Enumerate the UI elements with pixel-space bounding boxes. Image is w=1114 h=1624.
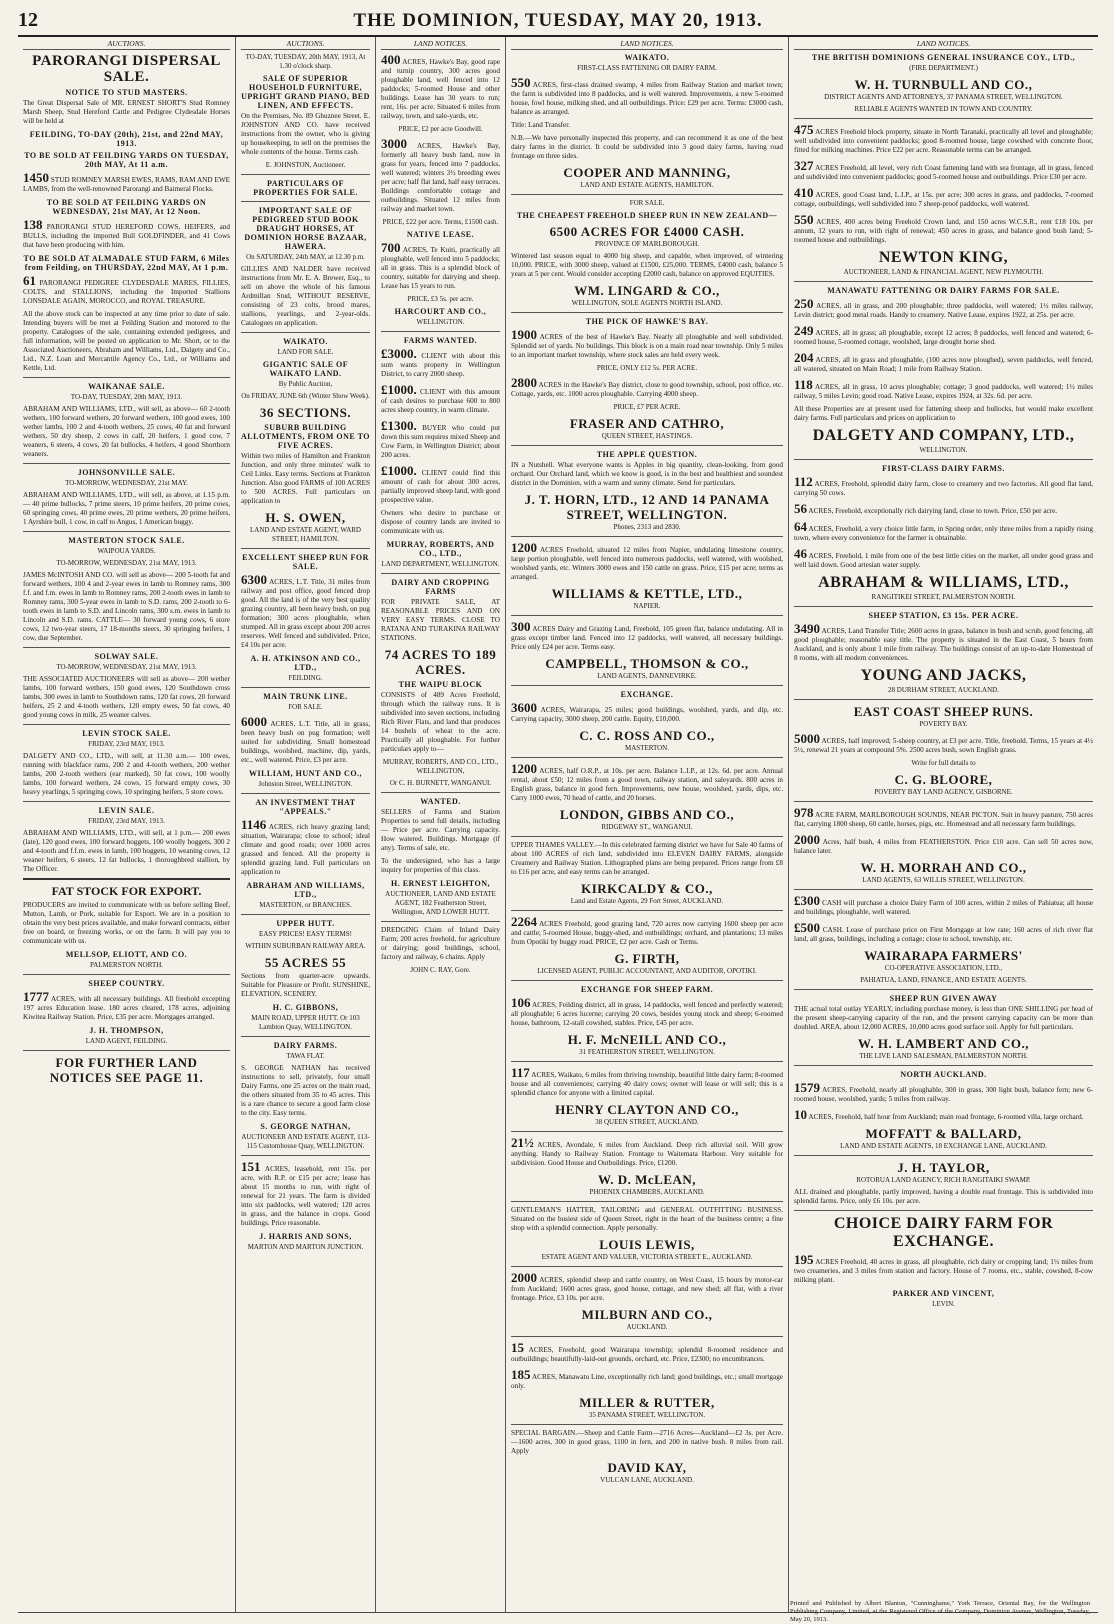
- lot-entry: 185 ACRES, Manawatu Line, exceptionally rich land; good buildings, etc.; small mortgage only.: [511, 1367, 783, 1390]
- ad-subheading: LAND FOR SALE.: [277, 348, 334, 356]
- lot-entry: 2264 ACRES Freehold, good grazing land, 720 acres now carrying 1600 sheep per acre and cattle; 5-roomed House, buggy-shed, and outbuildings; orchard, and plantations; 13 miles from Opotiki by buggy road. PRICE, £2 per acre. Cash or Terms.: [511, 914, 784, 946]
- firm-place: AUCTIONEER AND ESTATE AGENT, 113-115 Customhouse Quay, WELLINGTON.: [241, 1133, 370, 1150]
- ad-subheading: WITHIN SUBURBAN RAILWAY AREA.: [245, 942, 366, 950]
- firm-place: WELLINGTON.: [919, 446, 968, 454]
- ad-text: CONSISTS of 489 Acres Freehold, through which the railway runs. It is subdivided into seven sections, including Rich River Flats, and land that produces 14 bushels of wheat to the acre. Practically all ploughable. For further particulars apply to—: [381, 691, 500, 753]
- firm-place: DISTRICT AGENTS AND ATTORNEYS, 37 PANAMA STREET, WELLINGTON.: [824, 93, 1063, 101]
- firm-place: 28 DURHAM STREET, AUCKLAND.: [888, 686, 999, 694]
- sale-text: ABRAHAM AND WILLIAMS, LTD., will sell, as above, at 1.15 p.m.— 40 prime bullocks, 7 prime steers, 10 prime heifers, 20 prime cows, 60 springing cows, 40 prime ewes, 20 prime wethers, 20 prime heifers, 1 Ayrshire bull, 1 cow, in calf to Angus, 1 American buggy.: [23, 491, 230, 526]
- firm-name: MELLSOP, ELIOTT, AND CO.: [65, 950, 188, 959]
- sale-heading: WAIKANAE SALE.: [88, 382, 165, 391]
- ad-heading: EXCHANGE.: [620, 690, 674, 699]
- firm-place: LICENSED AGENT, PUBLIC ACCOUNTANT, AND AUDITOR, OPOTIKI.: [537, 967, 757, 975]
- ad-text: SELLERS of Farms and Station Properties to send full details, including— Price per acre. Carrying capacity. How watered. Buildings. Mortgage (if any). Terms of sale, etc.: [381, 808, 500, 852]
- firm-place: LAND AGENTS, DANNEVIRKE.: [597, 672, 697, 680]
- lot-entry: 21½ ACRES, Avondale, 6 miles from Auckland. Deep rich alluvial soil. Will grow anything. Handy to Railway Station. Frontage to Waitemata Harbour. Very suitable for subdivision. Good House and Outbuildings. Price, £1200.: [511, 1135, 783, 1167]
- sale-heading: SALE OF SUPERIOR HOUSEHOLD FURNITURE, UPRIGHT GRAND PIANO, BED LINEN, AND EFFECTS.: [241, 74, 370, 110]
- lot-entry: 700 ACRES, Te Kuiti, practically all ploughable, well fenced into 5 paddocks; all in grass. This is a splendid block of country, suitable for dairying and sheep. Lease has 15 years to run.: [381, 240, 500, 290]
- firm-name: LONDON, GIBBS AND CO.,: [559, 807, 735, 822]
- firm-place: LAND AND ESTATE AGENT, WARD STREET, HAMILTON.: [250, 526, 361, 543]
- ad-heading: THE CHEAPEST FREEHOLD SHEEP RUN IN NEW ZEALAND—: [516, 211, 778, 220]
- lot-entry: 204 ACRES, all in grass and ploughable, (100 acres now ploughed), seven paddocks, well fenced, all watered, situated on Main Road; 1 mile from Railway Station.: [794, 350, 1093, 373]
- ad-text: Owners who desire to purchase or dispose of country lands are invited to communicate with us.: [381, 509, 500, 535]
- notice-heading: NOTICE TO STUD MASTERS.: [65, 88, 188, 97]
- ad-subheading: EASY PRICES! EASY TERMS!: [259, 930, 352, 938]
- sale-date: FRIDAY, 23rd MAY, 1913.: [88, 740, 165, 748]
- ad-text: Within two miles of Hamilton and Frankton Junction, and only three minutes' walk to Ceil Links. Easy terms. Sections at Frankton Junction. Also good FARMS of 100 ACRES to 500 ACRES. Full particulars on application to: [241, 452, 370, 505]
- lot-entry: 327 ACRES Freehold, all level, very rich Coast fattening land with sea frontage, all in grass, fenced and subdivided into convenient paddocks; good 5-roomed house and outbuildings. Price £30 per acre.: [794, 158, 1093, 181]
- lot-entry: 15 ACRES, Freehold, good Wairarapa township; splendid 8-roomed residence and outbuildings; beautifully-laid-out grounds, orchard, etc. Price, £2300; no encumbrances.: [511, 1340, 783, 1363]
- sale-date: TO-DAY, TUESDAY, 20th MAY, 1913, At 1.30 o'clock sharp.: [245, 53, 366, 70]
- ad-heading: FARMS WANTED.: [403, 336, 478, 345]
- column-3: [376, 37, 506, 1612]
- firm-place: LAND DEPARTMENT, WELLINGTON.: [381, 560, 500, 568]
- sale-text: DALGETY AND CO., LTD., will sell, at 11.30 a.m.— 100 ewes, running with blackface rams, 200 2 and 4-tooth wethers, 200 wether lambs, 200 2-tooth wethers (ear marked), 50 fat cows, 100 woolly lambs, 100 forward wethers, 24 cows, 15 forward empty cows, 30 heavy yearlings, 5 springing cows, 10 springing heifers, 5 store cows.: [23, 752, 230, 796]
- ad-text: To the undersigned, who has a large inquiry for properties of this class.: [381, 857, 500, 874]
- lot-entry: 978 ACRE FARM, MARLBOROUGH SOUNDS, NEAR PICTON. Suit in heavy pasture, 750 acres flat, carrying 1800 sheep, 60 cattle, horses, pigs, etc. Homestead and all necessary farm buildings.: [794, 805, 1093, 828]
- price: PRICE, £3 5s. per acre.: [407, 295, 474, 303]
- column-2: [236, 37, 376, 1612]
- firm-place: AUCKLAND.: [626, 1323, 668, 1331]
- firm-place: QUEEN STREET, HASTINGS.: [601, 432, 693, 440]
- ad-heading: NATIVE LEASE.: [406, 230, 475, 239]
- lot-entry: 6000 ACRES, L.T. Title, all in grass, been heavy bush on pug formation; well suited for subdividing. Small homestead buildings, woolshed, machine, dip, yards, etc., well watered. Price, £3 per acre.: [241, 714, 370, 764]
- firm-name: J. H. TAYLOR,: [897, 1160, 990, 1175]
- firm-name: J. T. HORN, LTD., 12 AND 14 PANAMA STREET, WELLINGTON.: [524, 492, 770, 522]
- lot-entry: 1777 ACRES, with all necessary buildings. All freehold excepting 197 acres Education lease. 180 acres cleared, 178 acres, adjoining Kiwitea Railway Station. Price, £35 per acre. Mortgages arranged.: [23, 989, 230, 1021]
- ad-heading: THE WAIPU BLOCK: [398, 680, 483, 689]
- lot-entry: 550 ACRES, first-class drained swamp, 4 miles from Railway Station and market town; the farm is subdivided into 8 paddocks, and is well watered. Improvements, a new 5-roomed house, fowl house, milking shed, and all outbuildings. Price: £29 per acre. Terms: £3000 cash, balance as arranged.: [511, 75, 783, 116]
- firm-name: MURRAY, ROBERTS, AND CO., LTD.,: [386, 540, 495, 558]
- lot-entry: 1200 ACRES Freehold, situated 12 miles from Napier, undulating limestone country, large portion ploughable, well fenced into numerous paddocks, well watered, with woolshed, woolshed yards, etc. Winters 3000 ewes and 150 cattle on grass. Price, £15 per acre; terms as arranged.: [511, 540, 783, 581]
- lot-entry: 400 ACRES, Hawke's Bay, good rape and turnip country, 300 acres good ploughable land, well fenced into 12 paddocks; 5-roomed House and other buildings. Lease has 30 years to run; rent, 16s. per acre. Situated 6 miles from railway, town, and sale-yards, etc.: [381, 52, 501, 120]
- wanted-entry: £1300. BUYER who could put down this sum requires mixed Sheep and Cow Farm, in Wellington District; about 200 acres.: [381, 418, 501, 459]
- lot-entry: 410 ACRES, good Coast land, L.I.P., at 15s. per acre; 300 acres in grass, and paddocks, 7-roomed cottage, outbuildings, well subdivided into 7 sheep-proof paddocks, well watered.: [794, 185, 1093, 208]
- lot-entry: 5000 ACRES, half improved; 5-sheep country, at £3 per acre. Title, freehold. Terms, 15 years at 4½ 5½, renewal 21 years at compound 5%. 2500 acres bush, sown English grass.: [794, 731, 1093, 754]
- firm-name: E. JOHNSTON, Auctioneer.: [265, 161, 346, 169]
- firm-place: 35 PANAMA STREET, WELLINGTON.: [588, 1411, 706, 1419]
- ad-heading: SUBURB BUILDING ALLOTMENTS, FROM ONE TO FIVE ACRES.: [241, 423, 370, 450]
- firm-name: J. H. THOMPSON,: [89, 1026, 164, 1035]
- sale-place: FEILDING, TO-DAY (20th), 21st, and 22nd MAY, 1913.: [29, 130, 224, 148]
- sale-closing-text: All the above stock can be inspected at any time prior to date of sale. Intending buyers will be met at Feilding Station and motored to the property. Catalogues of the sale, containing extended pedigrees, and full information, will be posted on application to Mr. Short, or to the Associated Auctioneers, Abraham and Williams, Ltd., Dalgety and Co., Ltd., N.Z. Loan and Mercantile Agency Co., Ltd., or Williams and Kettle, Ltd.: [23, 310, 230, 372]
- ad-text: ALL drained and ploughable, partly improved, having a double road frontage. This is subdivided into splendid farms. Price, only £6 10s. per acre.: [794, 1188, 1093, 1205]
- ad-heading: IMPORTANT SALE OF PEDIGREED STUD BOOK DRAUGHT HORSES, AT DOMINION HORSE BAZAAR, HAWERA.: [244, 206, 367, 251]
- firm-name: YOUNG AND JACKS,: [860, 667, 1027, 684]
- sale-date: On FRIDAY, JUNE 6th (Winter Show Week).: [241, 392, 370, 400]
- lot-entry: 106 ACRES, Feilding district, all in grass, 14 paddocks, well fenced and perfectly watered; all ploughable; 6 acres lucerne; carrying 20 cows, besides young stock and sheep; 6-roomed house, bathroom, 12-stall cowshed, stables. Price, £45 per acre.: [511, 995, 783, 1027]
- firm-name: WILLIAMS & KETTLE, LTD.,: [551, 586, 743, 601]
- ad-heading: DAIRY AND CROPPING FARMS: [391, 578, 490, 596]
- lot-entry: 249 ACRES, all in grass; all ploughable, except 12 acres; 8 paddocks, well fenced and watered; 6-roomed house, 5-roomed cottage, woolshed, large drought horse shed.: [794, 323, 1093, 346]
- firm-name: W. H. MORRAH AND CO.,: [860, 860, 1027, 875]
- lot-entry: 1579 ACRES, Freehold, nearly all ploughable, 300 in grass, 300 light bush, balance fern; new 6-roomed house, woolshed, yards; 5 miles from railway.: [794, 1080, 1094, 1103]
- firm-name: COOPER AND MANNING,: [563, 165, 731, 180]
- firm-name: WM. LINGARD & CO.,: [574, 283, 720, 298]
- ad-heading: MAIN TRUNK LINE.: [263, 692, 348, 701]
- ad-text: GENTLEMAN'S HATTER, TAILORING and GENERAL OUTFITTING BUSINESS. Situated on the busiest side of Queen Street, right in the heart of the business centre; a fine shop with a splendid connection. Apply personally.: [511, 1206, 783, 1232]
- firm-name: MURRAY, ROBERTS, AND CO., LTD., WELLINGTON,: [382, 758, 499, 775]
- ad-text: S. GEORGE NATHAN has received instructions to sell, privately, four small Dairy Farms, one 25 acres on the main road, the others situated from 35 to 45 acres. This is a rare chance to secure a good farm close to the city. Easy terms.: [241, 1064, 370, 1117]
- firm-place: THE LIVE LAND SALESMAN, PALMERSTON NORTH.: [859, 1052, 1028, 1060]
- firm-name: MILBURN AND CO.,: [581, 1307, 713, 1322]
- lot-entry: 3490 ACRES, Land Transfer Title; 2600 acres in grass, balance in bush and scrub, good fencing, all good ploughable; reasonable easy title. The property is situated in the East Coast, 5 hours from Auckland, and is only about 1 mile from railway. The buildings consist of an up-to-date Homestead of 8 rooms, with all modern conveniences.: [794, 621, 1094, 662]
- firm-subname: CO-OPERATIVE ASSOCIATION, LTD.,: [884, 964, 1003, 972]
- ad-heading: THE APPLE QUESTION.: [596, 450, 698, 459]
- firm-name: S. GEORGE NATHAN,: [260, 1122, 351, 1131]
- firm-name: H. F. McNEILL AND CO.,: [567, 1032, 727, 1047]
- lot-entry: 300 ACRES Dairy and Grazing Land, Freehold, 105 green flat, balance undulating. All in grass except timber land. Fenced into 12 paddocks, well watered, all necessary buildings. Price only £24 per acre. Terms easy.: [511, 619, 784, 651]
- ad-heading: GIGANTIC SALE OF WAIKATO LAND.: [262, 360, 349, 378]
- firm-place: WELLINGTON, SOLE AGENTS NORTH ISLAND.: [571, 299, 723, 307]
- columns: [18, 37, 1098, 1613]
- sale-date: TO-MORROW, WEDNESDAY, 21st MAY, 1913.: [56, 559, 197, 567]
- ad-text: All these Properties are at present used for fattening sheep and bullocks, but would make excellent dairy farms. Full particulars and prices on application to: [794, 405, 1093, 422]
- ad-heading: MANAWATU FATTENING OR DAIRY FARMS FOR SALE.: [827, 286, 1060, 295]
- imprint-footer: Printed and Published by Albert Blanton, "Cunninghame," York Terrace, Oriental Bay, for the Wellington Publishing Company, Limited, at the Registered Office of the Company, Dominion Avenue, Wellington, Tuesday, May 20, 1913.: [790, 1600, 1090, 1623]
- firm-name: FRASER AND CATHRO,: [569, 416, 725, 431]
- firm-place: RANGITIKEI STREET, PALMERSTON NORTH.: [871, 593, 1016, 601]
- firm-name: CAMPBELL, THOMSON & CO.,: [545, 656, 749, 671]
- firm-place: 31 FEATHERSTON STREET, WELLINGTON.: [579, 1048, 715, 1056]
- ad-subheading: PROVINCE OF MARLBOROUGH.: [594, 240, 700, 248]
- sale-line: TO BE SOLD AT FEILDING YARDS ON WEDNESDAY, 21st MAY, At 12 Noon.: [46, 198, 207, 216]
- lot-entry: 2000 Acres, half bush, 4 miles from FEATHERSTON. Price £10 acre. Can sell 50 acres now, balance later.: [794, 832, 1093, 855]
- column-1: [18, 37, 236, 1612]
- lot-entry: 117 ACRES, Waikato, 6 miles from thriving township, beautiful little dairy farm; 8-roomed house and all conveniences; carrying 40 dairy cows; owner will lease or will sell; this is a splendid chance for anyone with a limited capital.: [511, 1065, 783, 1097]
- firm-name: NEWTON KING,: [878, 249, 1009, 266]
- price: PRICE, ONLY £12 5s. PER ACRE.: [596, 364, 698, 372]
- ad-heading: FIRST-CLASS DAIRY FARMS.: [882, 464, 1005, 473]
- sale-text: THE ASSOCIATED AUCTIONEERS will sell as above— 200 wether lambs, 100 forward wethers, 150 good ewes, 120 Southdown cross lambs, 300 ewes in lamb to Southdown rams, 120 fat cows, 20 forward heifers, 25 2 and 4-tooth wethers, 120 empty ewes, 50 fat cows, 40 good young cows in milk, 25 weaner calves.: [23, 675, 230, 719]
- ad-text: DREDGING Claim of Inland Dairy Farm; 200 acres freehold, for agriculture or dairying; good buildings, school, factory and railway, 6 chains. Apply: [381, 926, 500, 961]
- lot-entry: 3000 ACRES, Hawke's Bay, formerly all heavy bush land, now in grass for years, fenced into 7 paddocks, well watered; winters 3½ breeding ewes per acre; half flat land, half easy terraces. Buildings comfortable cottage and outbuildings. Situated 12 miles from railway and market town.: [381, 136, 500, 213]
- section-heading: AUCTIONS.: [23, 39, 230, 50]
- firm-name: W. D. McLEAN,: [597, 1172, 697, 1187]
- price: PRICE, £22 per acre. Terms, £1500 cash.: [382, 218, 499, 226]
- firm-name: H. ERNEST LEIGHTON,: [390, 879, 490, 888]
- wanted-entry: £1000. CLIENT with this amount of cash desires to purchase 600 to 800 acres sheep country, in warm climate.: [381, 382, 500, 414]
- price: PRICE, £7 PER ACRE.: [613, 403, 681, 411]
- ad-text: IN a Nutshell. What everyone wants is Apples in big quantity, clean-looking, from good orchard. Our Orchard land, which we know is good, is in the best and healthiest and soundest district in the Dominion, with a warm and sunny climate. Send for particulars.: [511, 461, 783, 487]
- firm-place: VULCAN LANE, AUCKLAND.: [600, 1476, 694, 1484]
- column-4: [506, 37, 789, 1612]
- firm-name: H. S. OWEN,: [265, 510, 346, 525]
- ad-text: UPPER THAMES VALLEY.—In this celebrated farming district we have for Sale 40 farms of about 100 ACRES of rich land, subdivided into ELEVEN DAIRY FARMS, alongside Creamery and Railway Station. Lithographed plans are being prepared. Prices range from £8 to £16 per acre, and easy terms can be arranged.: [511, 841, 783, 876]
- lot-entry: 2800 ACRES in the Hawke's Bay district, close to good township, school, post office, etc. Cottage, yards, etc. 1000 acres ploughable. Carrying 4000 sheep.: [511, 375, 783, 398]
- ad-subheading: By Public Auction,: [278, 380, 333, 388]
- acres-banner: 6500 ACRES FOR £4000 CASH.: [549, 224, 745, 239]
- lot-entry: 475 ACRES Freehold block property, situate in North Taranaki, practically all level and ploughable; well subdivided into convenient paddocks; good 8-roomed house, large cowshed with concrete floor, fitted for milking machines. Price £22 per acre. Reasonable terms can be arranged.: [794, 122, 1094, 154]
- firm-name: DALGETY AND COMPANY, LTD.,: [812, 427, 1075, 444]
- ad-heading: THE BRITISH DOMINIONS GENERAL INSURANCE COY., LTD.,: [811, 53, 1076, 62]
- ad-heading: SHEEP STATION, £3 15s. PER ACRE.: [868, 611, 1019, 620]
- newspaper-title: THE DOMINION, TUESDAY, MAY 20, 1913.: [353, 10, 763, 31]
- ad-heading: DAIRY FARMS.: [273, 1041, 338, 1050]
- firm-place: AUCTIONEER, LAND AND ESTATE AGENT, 182 Featherston Street, Wellington, AND LOWER HUTT.: [385, 890, 496, 916]
- firm-place: Land and Estate Agents, 29 Fort Street, AUCKLAND.: [570, 897, 724, 905]
- firm-name: J. HARRIS AND SONS,: [259, 1232, 352, 1241]
- firm-name: HENRY CLAYTON AND CO.,: [555, 1102, 739, 1117]
- ad-text: Sections from quarter-acre upwards. Suitable for Pleasure or Profit. SUNSHINE, ELEVATION, SCENERY.: [241, 972, 370, 998]
- page-number: 12: [18, 9, 38, 31]
- firm-place: LAND AND ESTATE AGENTS, 18 EXCHANGE LANE, AUCKLAND.: [840, 1142, 1047, 1150]
- ad-heading: NORTH AUCKLAND.: [900, 1070, 987, 1079]
- sections-count: 36 SECTIONS.: [259, 405, 352, 420]
- ad-heading: CHOICE DAIRY FARM FOR EXCHANGE.: [833, 1215, 1054, 1250]
- ad-text: FOR PRIVATE SALE, AT REASONABLE PRICES AND ON VERY EASY TERMS. CLOSE TO RATANA AND TURAKINA RAILWAY STATIONS.: [381, 598, 500, 642]
- ad-note: RELIABLE AGENTS WANTED IN TOWN AND COUNTRY.: [854, 105, 1033, 113]
- sale-line: TO BE SOLD AT FEILDING YARDS ON TUESDAY, 20th MAY, At 11 a.m.: [24, 151, 229, 169]
- firm-place: FEILDING.: [288, 674, 323, 682]
- masthead: [18, 8, 1098, 37]
- firm-name: HARCOURT AND CO.,: [394, 307, 487, 316]
- lot-entry: 112 ACRES, Freehold, splendid dairy farm, close to creamery and two factories. All good flat land, carrying 50 cows.: [794, 474, 1093, 497]
- firm-name: H. C. GIBBONS,: [272, 1003, 339, 1012]
- firm-name: W. H. LAMBERT AND CO.,: [858, 1036, 1029, 1051]
- lot-entry: 46 ACRES, Freehold, 1 mile from one of the best little cities on the market, all under good grass and well laid down. Good artesian water supply.: [794, 546, 1094, 569]
- firm-place: LAND AGENTS, 63 WILLIS STREET, WELLINGTON.: [862, 876, 1025, 884]
- sale-text: On the Premises, No. 89 Ghuznee Street. E. JOHNSTON AND CO. have received instructions from the owner, who is giving up housekeeping, to sell on the premises the whole contents of the house. Terms cash.: [241, 112, 370, 156]
- ad-heading: THE PICK OF HAWKE'S BAY.: [585, 317, 709, 326]
- firm-place: Johnston Street, WELLINGTON.: [258, 780, 353, 788]
- title-line: Title: Land Transfer.: [511, 121, 571, 129]
- acres-banner: 55 ACRES 55: [264, 955, 347, 970]
- sale-text: ABRAHAM AND WILLIAMS, LTD., will sell, at 1 p.m.— 200 ewes (late), 120 good ewes, 100 forward hoggets, 100 woolly hoggets, 300 2 and 4-tooth and f.f.m. ewes in lamb, 100 hoggets, 10 weaning cows, 12 weaner heifers, 6 steers, 12 fat bullocks, 1 thoroughbred stallion, by The Officer.: [23, 829, 230, 873]
- lot-entry: £300 CASH will purchase a choice Dairy Farm of 100 acres, within 2 miles of Pahiatua; all house and buildings, ploughable, well watered.: [794, 893, 1093, 916]
- sale-date: TO-MORROW, WEDNESDAY, 21st MAY, 1913.: [56, 663, 197, 671]
- ad-heading: EXCHANGE FOR SHEEP FARM.: [580, 985, 714, 994]
- lot-entry: 61 PARORANGI PEDIGREE CLYDESDALE MARES, FILLIES, COLTS, and STALLIONS, including the Imported Stallions LONSDALE AGAIN, MOROCCO, and ROYAL TREASURE.: [23, 273, 231, 305]
- lot-entry: 195 ACRES Freehold, 40 acres in grass, all ploughable, rich dairy or cropping land; 1½ miles from two creameries, and 3 miles from station and factory. House of 7 rooms, etc., stable, cowshed, 8-cow milking plant.: [794, 1252, 1093, 1284]
- firm-name: LOUIS LEWIS,: [599, 1237, 695, 1252]
- firm-place: WELLINGTON.: [416, 318, 465, 326]
- ad-subheading: FOR SALE.: [288, 703, 323, 711]
- firm-name: MOFFATT & BALLARD,: [865, 1126, 1022, 1141]
- wanted-entry: £1000. CLIENT could find this amount of cash for about 300 acres, partially improved sheep land, with good prospective value.: [381, 463, 501, 504]
- lot-entry: 1450 STUD ROMNEY MARSH EWES, RAMS, RAM AND EWE LAMBS, from the well-renowned Parorangi and Baimeral Flocks.: [23, 170, 231, 193]
- firm-place: LEVIN.: [932, 1300, 955, 1308]
- firm-place: 38 QUEEN STREET, AUCKLAND.: [595, 1118, 699, 1126]
- sale-date: TO-DAY, TUESDAY, 20th MAY, 1913.: [70, 393, 183, 401]
- ad-text: PRODUCERS are invited to communicate with us before selling Beef, Mutton, Lamb, or Pork, suitable for Export. We are in a position to obtain the very best prices available, and make forward contracts, either free on board, or freezing works, or on the farm. It will pay you to communicate with us.: [23, 901, 230, 945]
- sale-date: FRIDAY, 23rd MAY, 1913.: [88, 817, 165, 825]
- firm-name: ABRAHAM & WILLIAMS, LTD.,: [818, 574, 1069, 591]
- ad-heading: FAT STOCK FOR EXPORT.: [51, 884, 202, 898]
- ad-heading: WANTED.: [420, 797, 461, 806]
- ad-subheading: POVERTY BAY.: [919, 720, 968, 728]
- ad-subheading: FIRST-CLASS FATTENING OR DAIRY FARM.: [577, 64, 717, 72]
- firm-place: PHOENIX CHAMBERS, AUCKLAND.: [589, 1188, 705, 1196]
- firm-name: C. G. BLOORE,: [894, 772, 993, 787]
- ad-text: Wintered last season equal to 4000 big sheep, and capable, when improved, of wintering 10,000. PRICE, with 3000 sheep, valued at £1500, £25,000. TERMS, £4000 cash, balance 5 years at 5 per cent. Would consider accepting £2000 cash, balance on approved EQUITIES.: [511, 252, 783, 278]
- firm-place: POVERTY BAY LAND AGENCY, GISBORNE.: [874, 788, 1013, 796]
- firm-place: ESTATE AGENT AND VALUER, VICTORIA STREET E., AUCKLAND.: [541, 1253, 753, 1261]
- ad-note: Write for full details to: [911, 759, 976, 767]
- firm-name: W. H. TURNBULL AND CO.,: [854, 77, 1033, 92]
- lot-entry: 118 ACRES, all in grass, 10 acres ploughable; cottage; 3 good paddocks, well watered; 1½ miles railway, 5 miles Levin; good road. Native Lease, expires 1924, at 32s. 6d. per acre.: [794, 377, 1093, 400]
- sale-date: TO-MORROW, WEDNESDAY, 21st MAY.: [65, 479, 188, 487]
- firm-place: RIDGEWAY ST., WANGANUI.: [601, 823, 693, 831]
- lot-entry: 56 ACRES, Freehold, exceptionally rich dairying land, close to town. Price, £50 per acre.: [794, 501, 1058, 516]
- sale-heading: SOLWAY SALE.: [94, 652, 159, 661]
- wanted-entry: £3000. CLIENT with about this sum wants property in Wellington District, to carry 2000 sheep.: [381, 346, 500, 378]
- firm-name: C. C. ROSS AND CO.,: [579, 728, 715, 743]
- lot-entry: 1900 ACRES of the best of Hawke's Bay. Nearly all ploughable and well subdivided. Splendid set of yards. No buildings. This block is on a main road near township. Only 5 miles to an important market township, where stock sales are held every week.: [511, 327, 783, 359]
- firm-name: Or C. H. BURNETT, WANGANUI.: [389, 779, 492, 787]
- ad-heading: EAST COAST SHEEP RUNS.: [853, 704, 1034, 719]
- lot-entry: 1146 ACRES, rich heavy grazing land; situation, Wairarapa; close to school; ideal climate and good roads; over 1000 acres grassed and fenced. All the property is splendid grazing land. Full particulars on application to: [241, 817, 370, 876]
- lot-entry: 10 ACRES, Freehold, half hour from Auckland; main road frontage, 6-roomed villa, large orchard.: [794, 1107, 1084, 1122]
- headline: PARORANGI DISPERSAL SALE.: [32, 53, 221, 85]
- firm-place: NAPIER.: [633, 602, 661, 610]
- firm-name: WILLIAM, HUNT AND CO.,: [248, 769, 363, 778]
- lot-entry: 250 ACRES, all in grass, and 200 ploughable; three paddocks, well watered; 1½ miles railway, Levin district; good metal roads. Handy to creamery. Native Lease, expires 1922, at 25s. per acre.: [794, 296, 1093, 319]
- firm-place: PAHIATUA, LAND, FINANCE, AND ESTATE AGENTS.: [860, 976, 1027, 984]
- ad-subheading: TAWA FLAT.: [286, 1052, 325, 1060]
- sale-heading: LEVIN SALE.: [98, 806, 155, 815]
- sale-heading: MASTERTON STOCK SALE.: [68, 536, 185, 545]
- sale-text: JAMES McINTOSH AND CO. will sell as above— 200 5-tooth fat and forward wethers, 100 4 and 2-year ewes in lamb to Romney rams, 300 f.f. and f.m. ewes in lamb to Romney rams, 200 2-tooth ewes in lamb to Romney rams, 300 5-year ewes in lamb to S.D. rams, 200 2-tooth to 6-tooth ewes in lamb to S.D. and Lincoln rams, 300 s.m. ewes in lamb to Lincoln and S.D. rams. CATTLE— 30 forward young cows, 6 store cows, 12 two-year steers, 17 18-months steers, 30 springing heifers, 1 cow, due September.: [23, 571, 231, 642]
- firm-name: MILLER & RUTTER,: [579, 1395, 715, 1410]
- section-heading: LAND NOTICES.: [381, 39, 500, 50]
- firm-place: MASTERTON, or BRANCHES.: [259, 901, 352, 909]
- firm-name: ABRAHAM AND WILLIAMS, LTD.,: [246, 881, 365, 899]
- ad-heading: AN INVESTMENT THAT "APPEALS.": [255, 798, 356, 816]
- column-5: [789, 37, 1098, 1612]
- lot-entry: 550 ACRES, 400 acres being Freehold Crown land, and 150 acres W.C.S.R., rent £18 10s. per annum, 12 years to run, with right of renewal; 450 acres in grass, and balance good bush land; 5-roomed house and outbuildings.: [794, 212, 1093, 244]
- sale-heading: JOHNSONVILLE SALE.: [77, 468, 176, 477]
- ad-heading: WAIKATO.: [624, 53, 670, 62]
- notice-text: The Great Dispersal Sale of MR. ERNEST SHORT'S Stud Romney Marsh Sheep, Stud Hereford Cattle and Pedigree Clydesdale Horses will be held at: [23, 99, 230, 125]
- firm-place: PALMERSTON NORTH.: [89, 961, 164, 969]
- firm-name: JOHN C. RAY, Gore.: [410, 966, 471, 974]
- ad-heading: EXCELLENT SHEEP RUN FOR SALE.: [242, 553, 369, 571]
- section-heading: AUCTIONS.: [241, 39, 370, 50]
- firm-phone: Phones, 2313 and 2830.: [613, 523, 681, 531]
- ad-heading: SHEEP COUNTRY.: [88, 979, 165, 988]
- lot-entry: 151 ACRES, leasehold, rent 15s. per acre, with R.P. or £15 per acre; lease has about 15 months to run, with right of renewal for 21 years. The farm is divided into six paddocks, well watered; 120 acres in grass, and the balance in crops. Good buildings. Price reasonable.: [241, 1159, 370, 1227]
- sale-date: On SATURDAY, 24th MAY, at 12.30 p.m.: [246, 253, 365, 261]
- ad-subheading: (FIRE DEPARTMENT.): [909, 64, 978, 72]
- lot-entry: 64 ACRES, Freehold, a very choice little farm, in Spring order, only three miles from a rapidly rising town, where every convenience for the farmer is obtainable.: [794, 519, 1093, 542]
- sale-text: ABRAHAM AND WILLIAMS, LTD., will sell, as above— 60 2-tooth wethers, 100 forward wethers, 20 forward wethers, 100 good ewes, 100 wether lambs, 100 2 and 4-tooth wethers, 25 cows, 40 fat and forward wethers, 50 dry sheep, 2 cows in calf, 20 heifers, 1 good cow, 7 weaners, 6 steers, 4 cows, 20 fat bullocks, 4 heifers, 4 good Shorthorn weaners.: [23, 405, 230, 458]
- acres-banner: 74 ACRES TO 189 ACRES.: [384, 647, 497, 677]
- lot-entry: 138 PARORANGI STUD HEREFORD COWS, HEIFERS, and BULLS, including the imported Bull GOLDFINDER, and 41 Cows that have been producing with him.: [23, 217, 231, 249]
- lot-entry: 2000 ACRES, splendid sheep and cattle country, on West Coast, 15 hours by motor-car from Auckland; 1600 acres grass, good house, cottage, and new shed; all flat, with a river frontage. Price, £3 10s. per acre.: [511, 1270, 783, 1302]
- ad-heading: UPPER HUTT.: [276, 919, 335, 928]
- firm-place: MAIN ROAD, UPPER HUTT. Or 103 Lambton Quay, WELLINGTON.: [251, 1014, 360, 1031]
- firm-name: WAIRARAPA FARMERS': [864, 948, 1023, 963]
- ad-heading: WAIKATO.: [283, 337, 328, 346]
- ad-text: N.B.—We have personally inspected this property, and can recommend it as one of the best dairy farms in the district. It could be subdivided into 3 good dairy farms, having road frontage on three sides.: [511, 134, 783, 160]
- price: PRICE, £2 per acre Goodwill.: [398, 125, 483, 133]
- ad-subheading: FOR SALE.: [629, 199, 665, 207]
- lot-entry: 3600 ACRES, Wairarapa, 25 miles; good buildings, woolshed, yards, and dip, etc. Carrying capacity, 3000 sheep, 200 cattle. Equity, £10,000.: [511, 700, 784, 723]
- firm-place: MARTON AND MARTON JUNCTION.: [247, 1243, 364, 1251]
- firm-place: MASTERTON.: [625, 744, 669, 752]
- firm-place: ROTORUA LAND AGENCY, RICH RANGITAIKI SWAMP.: [856, 1176, 1031, 1184]
- ad-text: GILLIES AND NALDER have received instructions from Mr. E. A. Brewer, Esq., to sell on above the whole of his famous Ardmillan Stud, WITHOUT RESERVE, consisting of 23 colts, brood mares, stallions, yearlings, and 2-year-olds. Catalogues on application.: [241, 265, 370, 327]
- firm-name: KIRKCALDY & CO.,: [581, 881, 713, 896]
- sale-line: TO BE SOLD AT ALMADALE STUD FARM, 6 Miles from Feilding, on THURSDAY, 22nd MAY, At 1 p.m.: [23, 254, 230, 272]
- section-heading: LAND NOTICES.: [794, 39, 1093, 50]
- firm-place: LAND AGENT, FEILDING.: [85, 1037, 168, 1045]
- lot-entry: £500 CASH. Lease of purchase price on First Mortgage at low rate; 160 acres of rich river flat land, all grass, buildings, including a cottage; close to school, township, etc.: [794, 920, 1093, 943]
- ad-text: SPECIAL BARGAIN.—Sheep and Cattle Farm—2716 Acres—Auckland—£2 3s. per Acre.—1600 acres, 300 in good grass, 1100 in fern, and 200 in native bush. 8 miles from rail. Apply: [511, 1429, 783, 1455]
- firm-name: DAVID KAY,: [607, 1460, 687, 1475]
- firm-name: A. H. ATKINSON AND CO., LTD.,: [250, 654, 361, 672]
- firm-name: G. FIRTH,: [614, 951, 680, 966]
- ad-heading: SHEEP RUN GIVEN AWAY: [889, 994, 998, 1003]
- firm-name: PARKER AND VINCENT,: [892, 1289, 995, 1298]
- firm-place: LAND AND ESTATE AGENTS, HAMILTON.: [580, 181, 714, 189]
- firm-place: AUCTIONEER, LAND & FINANCIAL AGENT, NEW PLYMOUTH.: [843, 268, 1044, 276]
- section-heading: LAND NOTICES.: [511, 39, 783, 50]
- sale-heading: LEVIN STOCK SALE.: [82, 729, 171, 738]
- further-notice: FOR FURTHER LAND NOTICES SEE PAGE 11.: [49, 1055, 204, 1085]
- lot-entry: 6300 ACRES, L.T. Title, 31 miles from railway and post office, good fenced drop good. All the land is of the very best quality grazing country, all been heavy bush, on pug formation; 300 acres ploughable, when stumped. All in grass except about 200 acres reserves. Well fenced and subdivided. Price, £4 10s per acre.: [241, 572, 370, 649]
- sale-subheading: WAIPOUA YARDS.: [97, 547, 156, 555]
- lot-entry: 1200 ACRES, half O.R.P., at 10s. per acre. Balance L.I.P., at 12s. 6d. per acre. Annual rental, about £50; 12 miles from a good town, railway station, and saleyards. 800 acres in English grass, balance in good fern. Improvements, new house, woolshed, yards, dips, etc. Carry 1000 ewes, 70 head of cattle, and 20 horses.: [511, 761, 783, 802]
- ad-heading: PARTICULARS OF PROPERTIES FOR SALE.: [253, 179, 358, 197]
- ad-text: THE actual total outlay YEARLY, including purchase money, is less than ONE SHILLING per head of the present sheep-carrying capacity of the run, and the present carrying capacity can be more than doubled. AREA, about 12,000 ACRES, 10,000 acres good surface soil. Apply for full particulars.: [794, 1005, 1093, 1031]
